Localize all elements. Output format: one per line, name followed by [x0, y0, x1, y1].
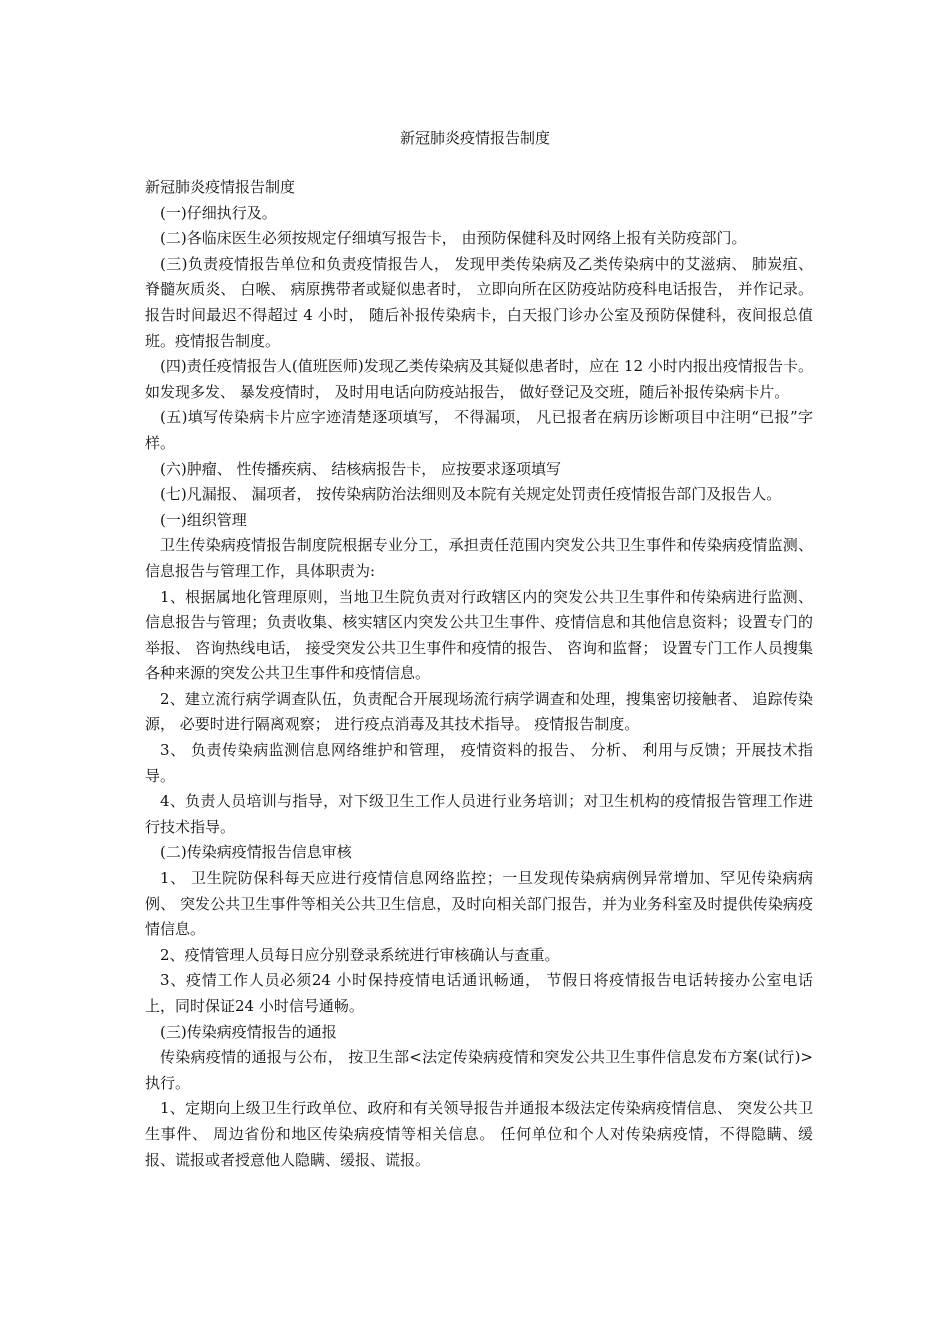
paragraph: (三)负责疫情报告单位和负责疫情报告人， 发现甲类传染病及乙类传染病中的艾滋病、 肺炭疽、 脊髓灰质炎、 白喉、 病原携带者或疑似患者时， 立即向所在区防疫站防疫科电话报告， 并作记录。 报告时间最迟不得超过 4 小时， 随后补报传染病卡，白天报门诊办公室及预防保健科，夜间报总值班。疫情报告制度。	[145, 254, 813, 350]
body-heading: 新冠肺炎疫情报告制度	[145, 178, 296, 196]
section-heading: (二)传染病疫情报告信息审核	[160, 843, 352, 862]
paragraph: 1、根据属地化管理原则，当地卫生院负责对行政辖区内的突发公共卫生事件和传染病进行监测、信息报告与管理；负责收集、核实辖区内突发公共卫生事件、疫情信息和其他信息资料；设置专门的举报、 咨询热线电话， 接受突发公共卫生事件和疫情的报告、 咨询和监督； 设置专门工作人员搜集各种来源的突发公共卫生事件和疫情信息。	[145, 587, 813, 683]
paragraph: 1、 卫生院防保科每天应进行疫情信息网络监控；一旦发现传染病病例异常增加、罕见传染病病例、 突发公共卫生事件等相关公共卫生信息，及时向相关部门报告，并为业务科室及时提供传染病疫情信息。	[145, 869, 813, 939]
paragraph: 3、疫情工作人员必须24 小时保持疫情电话通讯畅通， 节假日将疫情报告电话转接办公室电话上，同时保证24 小时信号通畅。	[145, 971, 813, 1015]
paragraph: 3、 负责传染病监测信息网络维护和管理， 疫情资料的报告、 分析、 利用与反馈；开展技术指导。	[145, 741, 813, 785]
section-heading: (三)传染病疫情报告的通报	[160, 1022, 337, 1041]
document-body	[145, 175, 813, 1173]
paragraph: 4、负责人员培训与指导，对下级卫生工作人员进行业务培训；对卫生机构的疫情报告管理工作进行技术指导。	[145, 792, 813, 836]
paragraph: (二)各临床医生必须按规定仔细填写报告卡， 由预防保健科及时网络上报有关防疫部门。	[160, 229, 747, 248]
paragraph: (一)仔细执行及。	[160, 203, 277, 222]
paragraph: (七)凡漏报、 漏项者， 按传染病防治法细则及本院有关规定处罚责任疫情报告部门及报告人。	[160, 485, 782, 504]
document-title: 新冠肺炎疫情报告制度	[399, 129, 550, 147]
paragraph: 1、定期向上级卫生行政单位、政府和有关领导报告并通报本级法定传染病疫情信息、 突发公共卫生事件、 周边省份和地区传染病疫情等相关信息。 任何单位和个人对传染病疫情，不得隐瞒、缓报、谎报或者授意他人隐瞒、缓报、谎报。	[145, 1099, 813, 1169]
paragraph: 卫生传染病疫情报告制度院根据专业分工，承担责任范围内突发公共卫生事件和传染病疫情监测、信息报告与管理工作，具体职责为:	[145, 536, 813, 580]
paragraph: 2、建立流行病学调查队伍，负责配合开展现场流行病学调查和处理，搜集密切接触者、 追踪传染源， 必要时进行隔离观察； 进行疫点消毒及其技术指导。 疫情报告制度。	[145, 689, 813, 734]
section-heading: (一)组织管理	[160, 510, 247, 529]
paragraph: 2、疫情管理人员每日应分别登录系统进行审核确认与查重。	[160, 945, 560, 964]
paragraph: 传染病疫情的通报与公布， 按卫生部<法定传染病疫情和突发公共卫生事件信息发布方案(试行)>执行。	[145, 1048, 813, 1092]
paragraph: (四)责任疫情报告人(值班医师)发现乙类传染病及其疑似患者时，应在 12 小时内报出疫情报告卡。 如发现多发、 暴发疫情时， 及时用电话向防疫站报告， 做好登记及交班，随后补报传染病卡片。	[145, 357, 813, 401]
paragraph: (五)填写传染病卡片应字迹清楚逐项填写， 不得漏项， 凡已报者在病历诊断项目中注明“已报”字样。	[145, 408, 813, 452]
paragraph: (六)肿瘤、 性传播疾病、 结核病报告卡， 应按要求逐项填写	[160, 459, 562, 478]
